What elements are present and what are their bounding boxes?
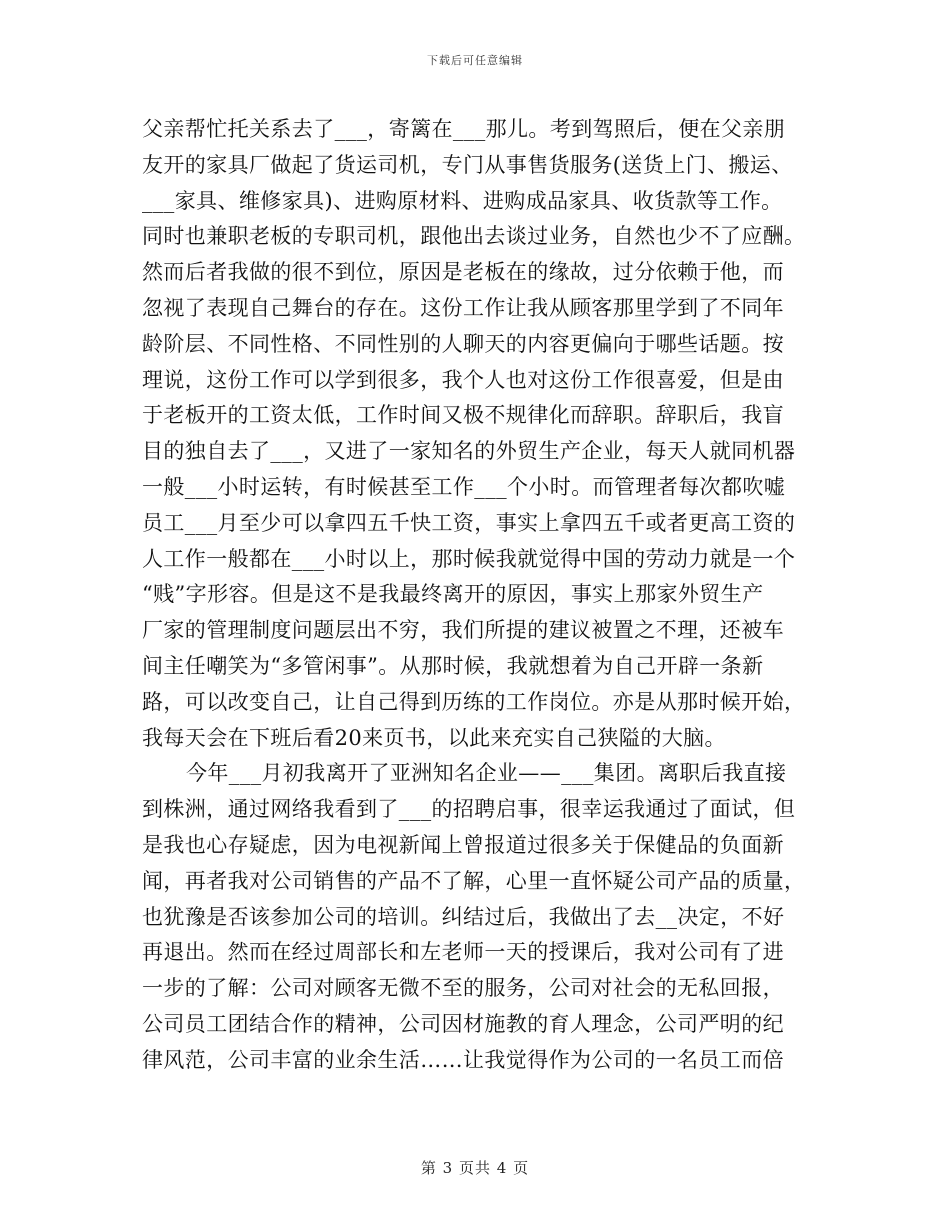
text-line: 我每天会在下班后看20来页书，以此来充实自己狭隘的大脑。 xyxy=(142,725,726,750)
text-line: 员工___月至少可以拿四五千快工资，事实上拿四五千或者更高工资的 xyxy=(142,510,796,535)
page-header: 下载后可任意编辑 xyxy=(427,54,523,67)
text-line: 一般___小时运转，有时候甚至工作___个小时。而管理者每次都吹嘘 xyxy=(142,474,786,499)
text-line: 闻，再者我对公司销售的产品不了解，心里一直怀疑公司产品的质量， xyxy=(142,868,806,893)
text-line: 间主任嘲笑为“多管闲事”。从那时候，我就想着为自己开辟一条新 xyxy=(142,653,764,678)
page-footer: 第 3 页共 4 页 xyxy=(420,1159,530,1177)
text-line: 一步的了解：公司对顾客无微不至的服务，公司对社会的无私回报， xyxy=(142,976,784,1001)
text-line: “贱”字形容。但是这不是我最终离开的原因，事实上那家外贸生产 xyxy=(142,582,764,607)
text-line: 厂家的管理制度问题层出不穷，我们所提的建议被置之不理，还被车 xyxy=(142,618,784,643)
text-line: 然而后者我做的很不到位，原因是老板在的缘故，过分依赖于他，而 xyxy=(142,260,784,285)
document-body xyxy=(142,112,804,1079)
paragraph-2 xyxy=(142,756,804,1078)
text-line: 公司员工团结合作的精神，公司因材施教的育人理念，公司严明的纪 xyxy=(142,1011,784,1036)
text-line: 今年___月初我离开了亚洲知名企业——___集团。离职后我直接 xyxy=(186,761,787,786)
text-line: 于老板开的工资太低，工作时间又极不规律化而辞职。辞职后，我盲 xyxy=(142,403,784,428)
text-line: 人工作一般都在___小时以上，那时候我就觉得中国的劳动力就是一个 xyxy=(142,546,796,571)
paragraph-1 xyxy=(142,112,804,756)
text-line: ___家具、维修家具)、进购原材料、进购成品家具、收货款等工作。 xyxy=(142,188,783,213)
text-line: 理说，这份工作可以学到很多，我个人也对这份工作很喜爱，但是由 xyxy=(142,367,784,392)
text-line: 目的独自去了___，又进了一家知名的外贸生产企业，每天人就同机器 xyxy=(142,439,796,464)
text-line: 同时也兼职老板的专职司机，跟他出去谈过业务，自然也少不了应酬。 xyxy=(142,224,806,249)
text-line: 到株洲，通过网络我看到了___的招聘启事，很幸运我通过了面试，但 xyxy=(142,797,796,822)
text-line: 再退出。然而在经过周部长和左老师一天的授课后，我对公司有了进 xyxy=(142,940,784,965)
text-line: 龄阶层、不同性格、不同性别的人聊天的内容更偏向于哪些话题。按 xyxy=(142,331,784,356)
text-line: 是我也心存疑虑，因为电视新闻上曾报道过很多关于保健品的负面新 xyxy=(142,832,784,857)
text-line: 也犹豫是否该参加公司的培训。纠结过后，我做出了去__决定，不好 xyxy=(142,904,785,929)
text-line: 路，可以改变自己，让自己得到历练的工作岗位。亦是从那时候开始， xyxy=(142,689,806,714)
text-line: 父亲帮忙托关系去了___，寄篱在___那儿。考到驾照后，便在父亲朋 xyxy=(142,117,786,141)
text-line: 友开的家具厂做起了货运司机，专门从事售货服务(送货上门、搬运、 xyxy=(142,152,793,177)
text-line: 忽视了表现自己舞台的存在。这份工作让我从顾客那里学到了不同年 xyxy=(142,295,784,320)
text-line: 律风范，公司丰富的业余生活……让我觉得作为公司的一名员工而倍 xyxy=(142,1047,784,1072)
